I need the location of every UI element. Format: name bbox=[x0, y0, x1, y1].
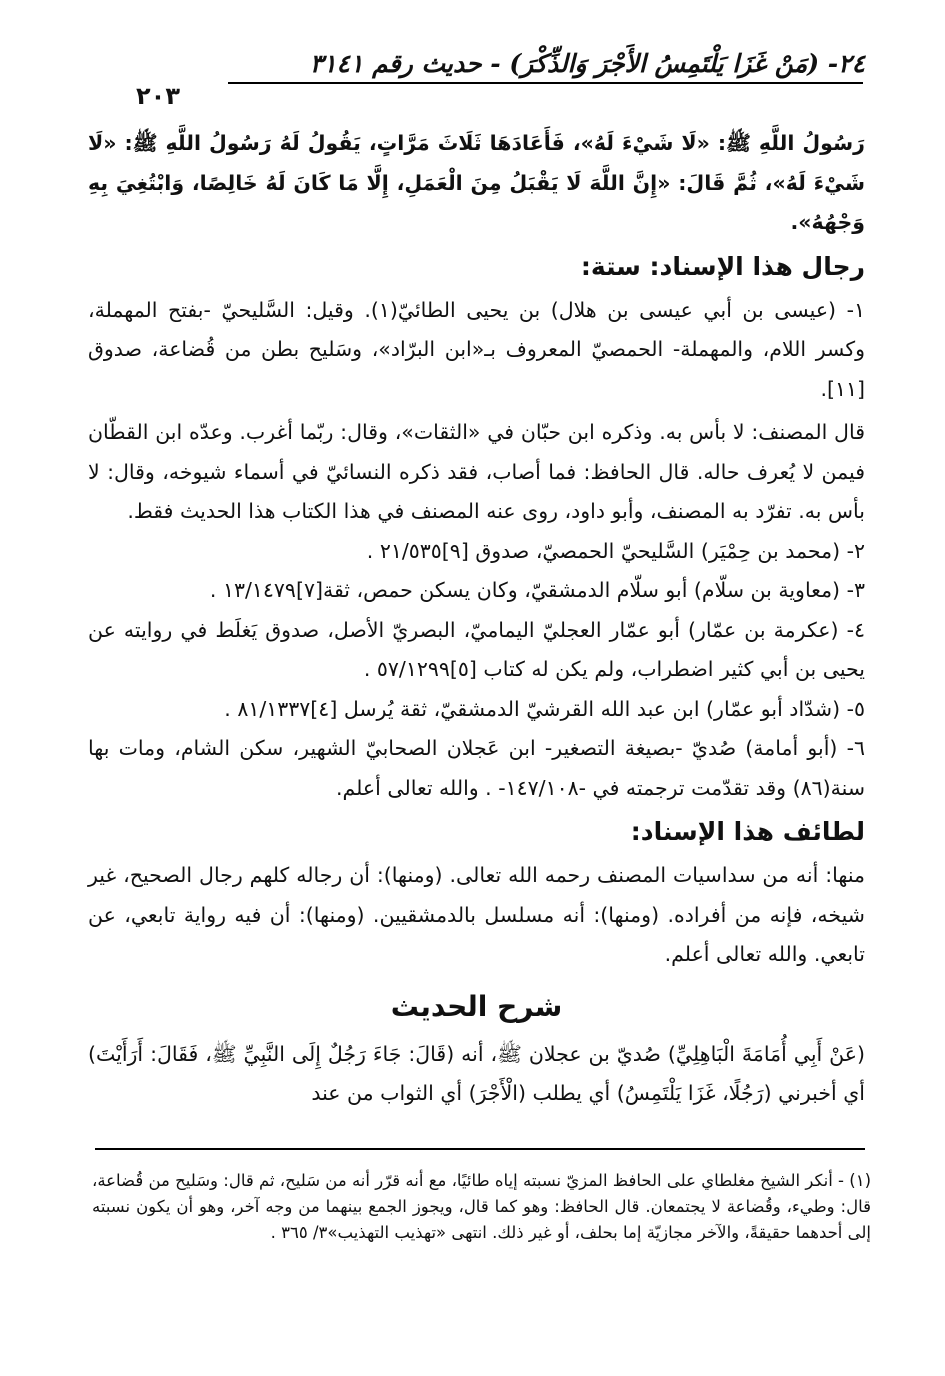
narrator-6: ٦- (أبو أمامة) صُديّ -بصيغة التصغير- ابن عَجلان الصحابيّ الشهير، سكن الشام، ومات بها سنة(٨٦) وقد تقدّمت ترجمته في -١٤٧/١٠٨- . والله تعالى أعلم. bbox=[88, 736, 865, 800]
narrator-1: ١- (عيسى بن أبي عيسى بن هلال) بن يحيى الطائيّ(١). وقيل: السَّليحيّ -بفتح المهملة، وكسر اللام، والمهملة- الحمصيّ المعروف بـ«ابن البرّاد»، وسَليح بطن من قُضاعة، صدوق [١١]. bbox=[88, 297, 865, 401]
section-heading-sharh: شرح الحديث bbox=[390, 989, 563, 1023]
sharh-text: (عَنْ أَبِي أُمَامَةَ الْبَاهِلِيِّ) صُديّ بن عجلان ﷺ، أنه (قَالَ: جَاءَ رَجُلٌ إِلَى النَّبِيِّ ﷺ، فَقَالَ: أَرَأَيْتَ) أي أخبرني (رَجُلًا، غَزَا يَلْتَمِسُ) أي يطلب (الْأَجْرَ) أي الثواب من عند bbox=[88, 1041, 865, 1105]
narrator-5: ٥- (شدّاد أبو عمّار) ابن عبد الله القرشيّ الدمشقيّ، ثقة يُرسل [٤]٨١/١٣٣٧ . bbox=[224, 696, 865, 721]
running-title: ٢٤- (مَنْ غَزَا يَلْتَمِسُ الأَجْرَ وَالذِّكْرَ) - حديث رقم ٣١٤١ bbox=[309, 49, 865, 78]
footnote-text: (١) - أنكر الشيخ مغلطاي على الحافظ المزيّ نسبته إياه طائيًا، مع أنه قرّر أنه من سَليح، ثم قال: وسَليح من قُضاعة، قال: وطيء، وقُضاعة لا يجتمعان. قال الحافظ: وهو كما قال، ويجوز الجمع بينهما من وجه آخر، وهو أن يكون نسبته إلى أحدهما حقيقةً، والآخر مجازيّة إما بحلف، أو غير ذلك. انتهى «تهذيب التهذيب»٣/ ٣٦٥ . bbox=[92, 1171, 871, 1242]
lataif-text: منها: أنه من سداسيات المصنف رحمه الله تعالى. (ومنها): أن رجاله كلهم رجال الصحيح، غير شيخه، فإنه من أفراده. (ومنها): أنه مسلسل بالدمشقيين. (ومنها): أن فيه رواية تابعي، عن تابعي. والله تعالى أعلم. bbox=[88, 863, 865, 966]
section-heading-rijal: رجال هذا الإسناد: ستة: bbox=[580, 251, 865, 281]
page-body bbox=[88, 124, 865, 1114]
running-header bbox=[88, 38, 865, 78]
footnote bbox=[92, 1168, 871, 1246]
section-heading-lataif: لطائف هذا الإسناد: bbox=[630, 817, 865, 846]
narrator-1-notes: قال المصنف: لا بأس به. وذكره ابن حبّان في «الثقات»، وقال: ربّما أغرب. وعدّه ابن القطّان فيمن لا يُعرف حاله. قال الحافظ: فما أصاب، فقد ذكره النسائيّ في أسماء شيوخه، وقال: لا بأس به. تفرّد به المصنف، وأبو داود، روى عنه المصنف في هذا الكتاب هذا الحديث فقط. bbox=[88, 420, 865, 523]
narrator-3: ٣- (معاوية بن سلّام) أبو سلّام الدمشقيّ، وكان يسكن حمص، ثقة[٧]١٣/١٤٧٩ . bbox=[209, 578, 865, 602]
narrator-2: ٢- (محمد بن حِمْيَر) السَّليحيّ الحمصيّ، صدوق [٩]٢١/٥٣٥ . bbox=[366, 538, 865, 563]
hadith-text: رَسُولُ اللَّهِ ﷺ: «لَا شَيْءَ لَهُ»، فَأَعَادَهَا ثَلَاثَ مَرَّاتٍ، يَقُولُ لَهُ رَسُولُ اللَّهِ ﷺ: «لَا شَيْءَ لَهُ»، ثُمَّ قَالَ: «إِنَّ اللَّهَ لَا يَقْبَلُ مِنَ الْعَمَلِ، إِلَّا مَا كَانَ لَهُ خَالِصًا، وَابْتُغِيَ بِهِ وَجْهُهُ». bbox=[88, 131, 865, 234]
page-number: ٢٠٣ bbox=[88, 82, 228, 110]
narrator-4: ٤- (عكرمة بن عمّار) أبو عمّار العجليّ اليماميّ، البصريّ الأصل، صدوق يَغلَط في روايته عن يحيى بن أبي كثير اضطراب، ولم يكن له كتاب [٥]٥٧/١٢٩٩ . bbox=[88, 617, 865, 681]
footnote-rule bbox=[95, 1148, 865, 1150]
